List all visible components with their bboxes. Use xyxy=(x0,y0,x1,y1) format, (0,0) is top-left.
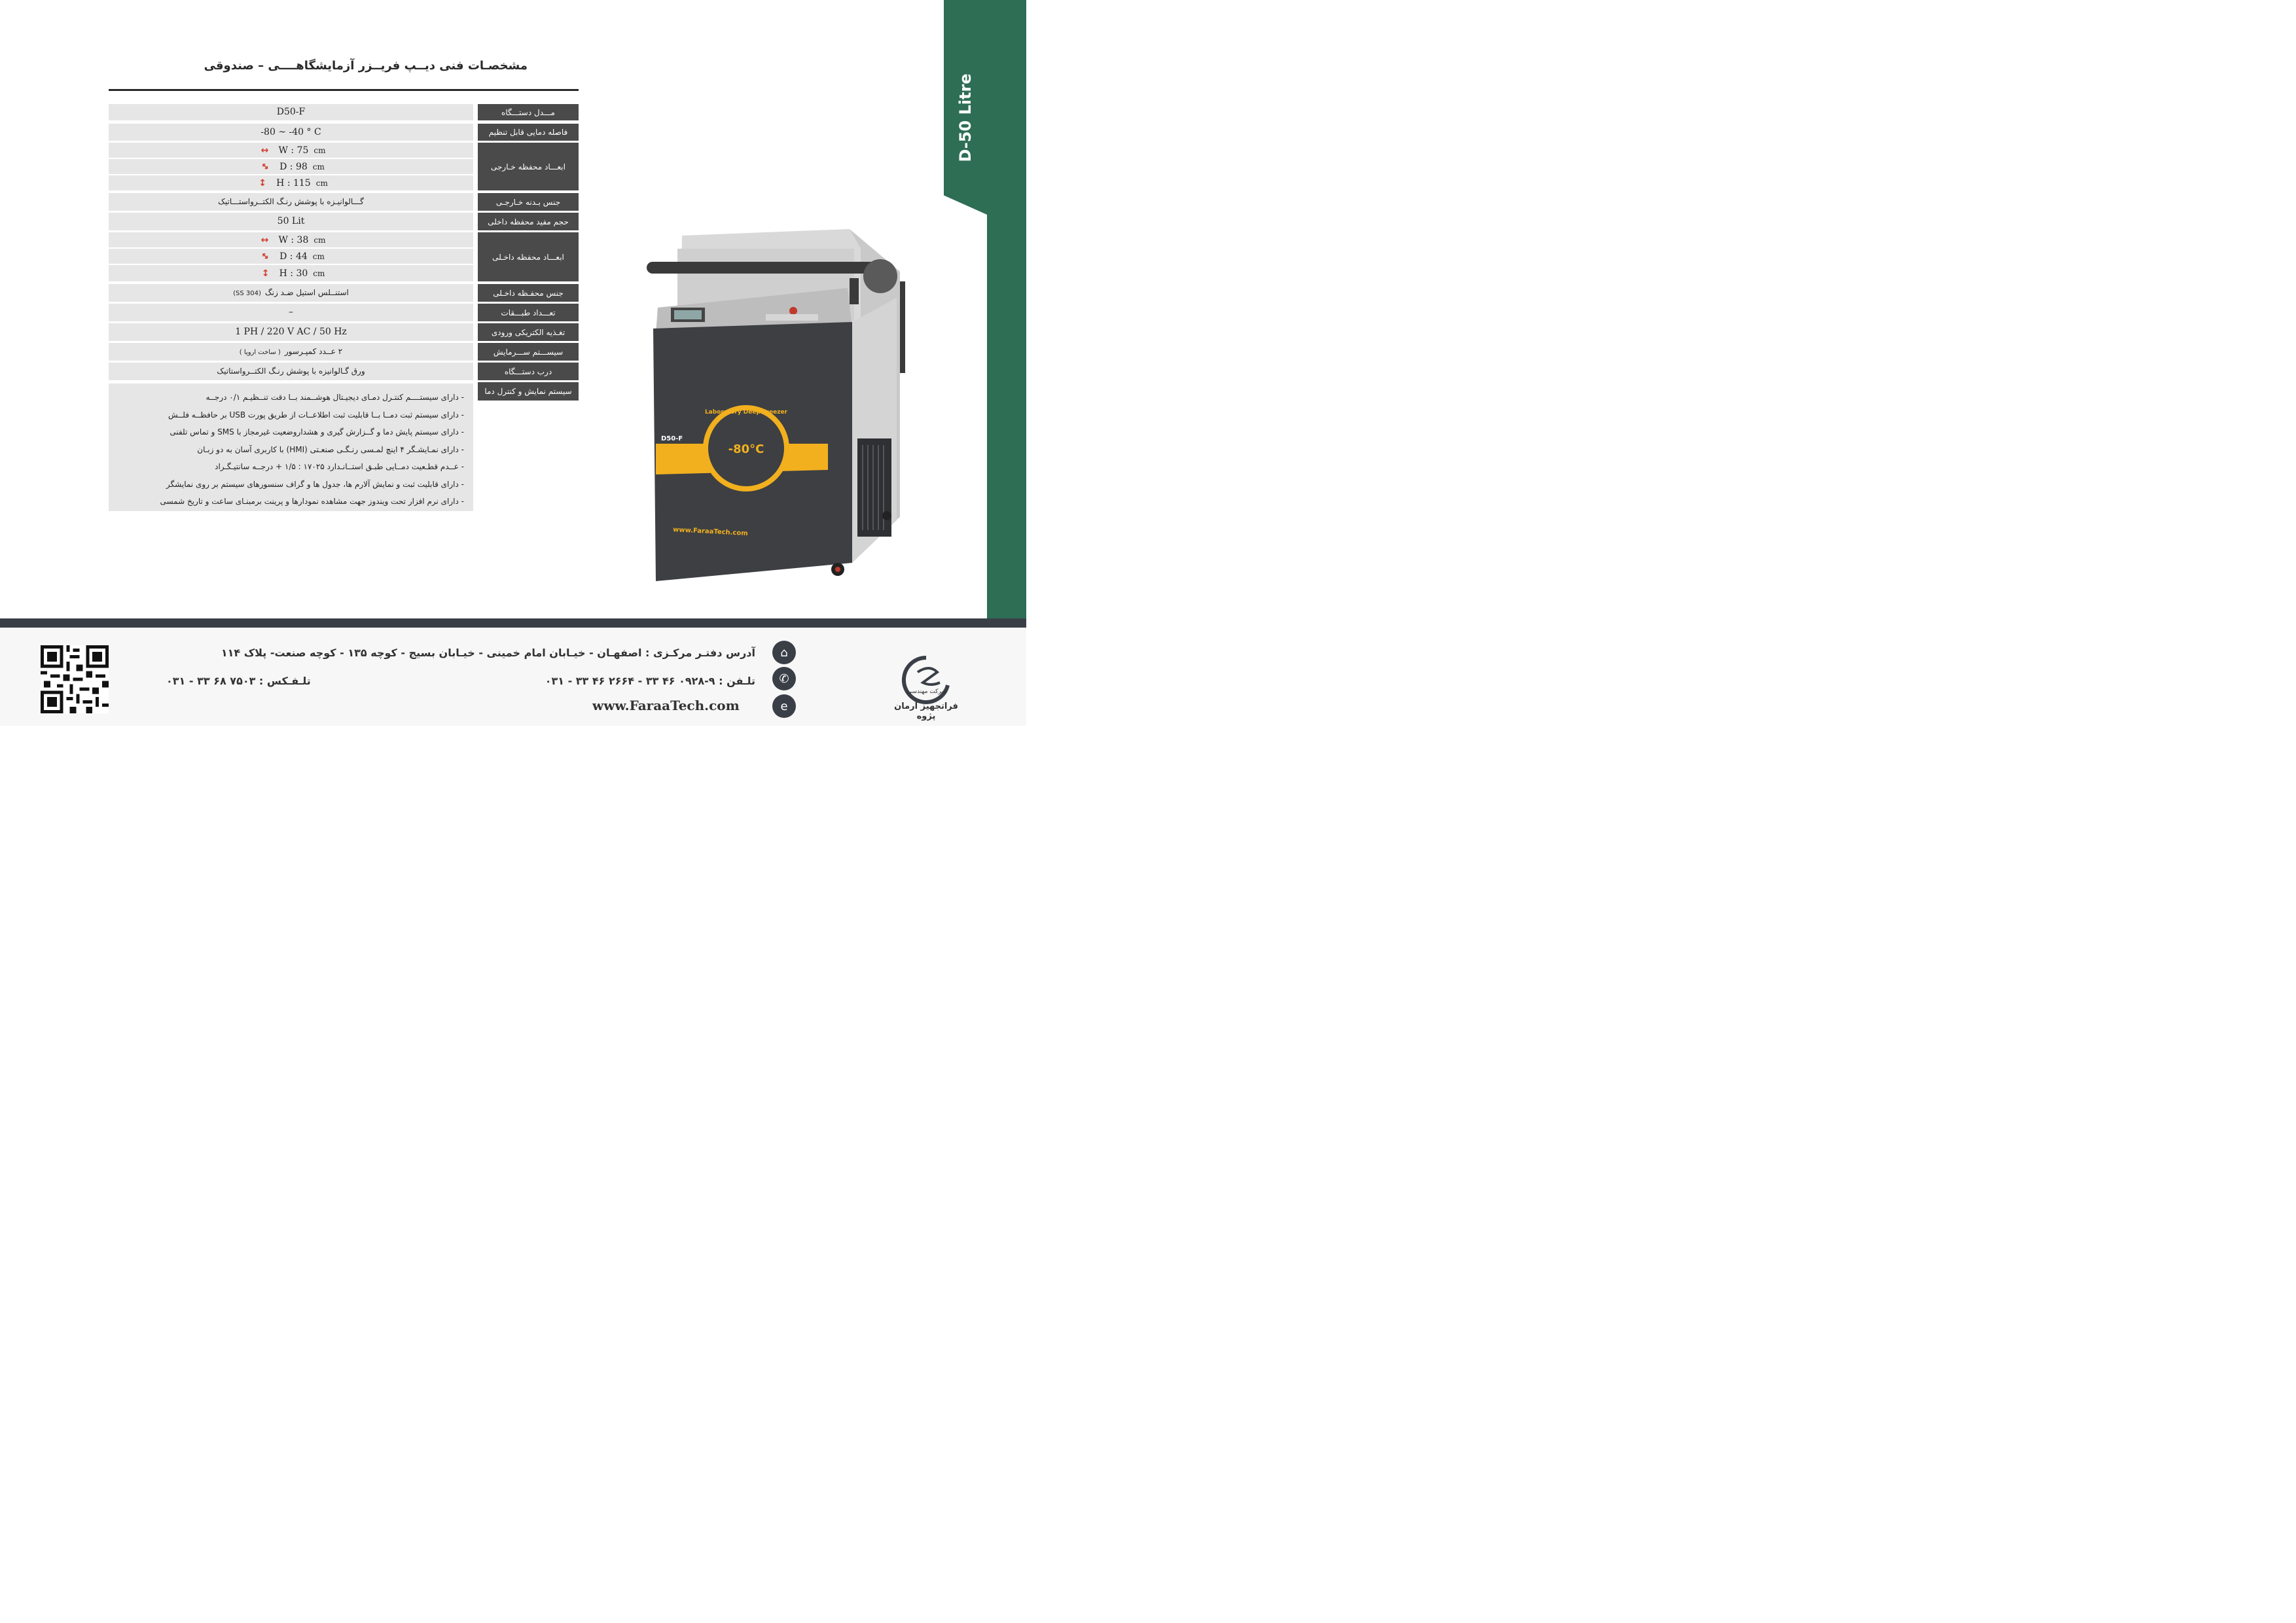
spec-key: تغـذیه الکتریکی ورودی xyxy=(478,323,579,341)
spec-value xyxy=(109,304,473,321)
spec-value-text: D50-F xyxy=(276,107,306,117)
logo-name: فراتجهیز آرمان پژوه xyxy=(894,702,958,721)
spec-key: مـــدل دستـــگاه xyxy=(478,104,579,120)
spec-value-tag: (SS 304) xyxy=(233,290,261,297)
feature-item: - عــدم قطـعیت دمــایی طبـق استــانـدارد ۱۷۰۲۵ : ۱/۵ + درجــه سانتیـگـراد xyxy=(215,462,464,471)
logo-subtitle: شرکت مهندسی xyxy=(907,688,946,695)
title-rule xyxy=(109,89,579,91)
feature-item: - دارای سیستــــم کنتـرل دمـای دیجیـتال هوشــمند بــا دقت تنــظیـم ۰/۱ درجــه xyxy=(206,393,464,402)
spec-key: سیســـتم ســـرمایش xyxy=(478,343,579,361)
spec-value-text: ۲ عــدد کمپـرسور xyxy=(284,347,343,356)
dimension-text: D : 98 xyxy=(279,161,308,172)
footer-bar xyxy=(0,618,1026,628)
home-icon: ⌂ xyxy=(772,641,796,664)
body-model-label: D50-F xyxy=(661,435,683,442)
spec-value xyxy=(109,363,473,380)
spec-key: تعـــداد طبـــقات xyxy=(478,304,579,321)
dimension-unit: cm xyxy=(315,178,328,188)
dimension-value xyxy=(109,175,473,190)
spec-value-tag: ( ساخت اروپا ) xyxy=(239,349,281,356)
diagonal-arrow-icon: ↕ xyxy=(259,160,272,173)
spec-value xyxy=(109,124,473,141)
spec-key: حجم مفید محفظه داخلی xyxy=(478,213,579,230)
phone-numbers: تلـفن : ۹-۰۹۲۸ ۴۶ ۳۳ - ۲۶۶۴ ۴۶ ۳۳ - ۰۳۱ xyxy=(545,675,755,687)
side-tab-label: D-50 Litre xyxy=(956,73,975,162)
spec-value xyxy=(109,323,473,341)
feature-item: - دارای سیستم پایش دما و گــزارش گیری و هشداروضعیت غیرمجاز با SMS و تماس تلفنی xyxy=(170,427,464,437)
horizontal-arrow-icon: ↔ xyxy=(260,234,269,245)
dimension-text: D : 44 xyxy=(279,251,308,262)
feature-item: - دارای نمـایشـگر ۴ اینچ لمـسی رنـگـی صنعـتی (HMI) با کاربری آسان به دو زبـان xyxy=(197,444,464,454)
spec-value-text: – xyxy=(289,307,293,317)
freezer-illustration xyxy=(641,223,916,589)
spec-value-text: -80 ~ -40 ° C xyxy=(260,127,321,137)
footer xyxy=(0,628,1026,726)
power-button xyxy=(789,307,797,315)
dimension-value xyxy=(109,159,473,174)
phone-icon: ✆ xyxy=(772,667,796,690)
dimension-value xyxy=(109,143,473,158)
spec-value xyxy=(109,193,473,211)
office-address: آدرس دفتـر مرکـزی : اصفهـان - خیـابان امام خمینی - خیـابان بسیج - کوچه ۱۳۵ - کوچه صنعت- پلاک ۱۱۴ xyxy=(221,647,755,659)
dimension-unit: cm xyxy=(312,162,325,171)
horizontal-arrow-icon: ↔ xyxy=(260,145,269,156)
spec-key: جنس محفـظه داخـلی xyxy=(478,284,579,302)
spec-value xyxy=(109,284,473,302)
spec-value-text: ورق گـالوانیزه با پوشش رنـگ الکتــرواستاتیک xyxy=(217,366,365,376)
lid-handle xyxy=(647,262,882,274)
spec-key: سیستم نمایش و کنترل دما xyxy=(478,382,579,401)
dimension-unit: cm xyxy=(314,235,326,245)
spec-value xyxy=(109,343,473,361)
spec-value-text: 1 PH / 220 V AC / 50 Hz xyxy=(235,327,347,337)
feature-item: - دارای قابلیت ثبت و نمایش آلارم ها، جدول ها و گراف سنسورهای سیستم بر روی نمایشگر xyxy=(166,479,464,489)
dimension-text: W : 75 xyxy=(278,145,309,156)
body-website: www.FaraaTech.com xyxy=(672,526,748,537)
dimension-unit: cm xyxy=(313,268,325,278)
badge-temperature: -80°C xyxy=(728,442,764,456)
dimension-text: H : 30 xyxy=(279,268,308,279)
website-link[interactable]: www.FaraaTech.com xyxy=(592,698,740,713)
spec-key: ابعـــاد محفظه داخـلی xyxy=(478,232,579,281)
dimension-unit: cm xyxy=(312,251,325,261)
spec-key: ابعـــاد محفظه خـارجی xyxy=(478,143,579,190)
dimension-text: H : 115 xyxy=(276,177,311,188)
spec-key: درب دستـــگاه xyxy=(478,363,579,380)
dimension-value xyxy=(109,249,473,264)
spec-key: فاصله دمایی قابل تنظیم xyxy=(478,124,579,141)
fax-number: تلـفـکس : ۷۵۰۳ ۶۸ ۳۳ - ۰۳۱ xyxy=(166,675,311,687)
spec-value-text: 50 Lit xyxy=(277,216,305,226)
internet-explorer-icon[interactable]: e xyxy=(772,694,796,718)
spec-value-text: استنــلس استیل ضـد زنگ xyxy=(264,288,349,297)
spec-key: جنس بـدنه خـارجـی xyxy=(478,193,579,211)
features-list xyxy=(109,383,473,510)
dimension-value xyxy=(109,265,473,281)
dimension-value xyxy=(109,232,473,247)
feature-item: - دارای سیستم ثبت دمــا بــا قابلیت ثبت اطلاعــات از طریق پورت USB بر حافظــه فلــش xyxy=(168,410,464,419)
spec-value xyxy=(109,104,473,120)
page-title: مشخصـات فنی دیــپ فریــزر آزمایشگاهــــی – صندوقی xyxy=(204,59,528,73)
qr-code xyxy=(41,645,109,713)
dimension-text: W : 38 xyxy=(278,234,309,245)
diagonal-arrow-icon: ↕ xyxy=(259,249,272,263)
spec-value-text: گـــالوانیـزه با پوشش رنـگ الکتــرواستـــاتیک xyxy=(218,197,364,206)
lid-hinge xyxy=(863,259,897,293)
dimension-unit: cm xyxy=(314,145,326,155)
side-band xyxy=(987,0,1026,618)
features-box xyxy=(109,383,473,511)
vertical-arrow-icon: ↕ xyxy=(259,177,267,188)
badge-ring-text: Laboratory Deep Freezer xyxy=(704,409,788,416)
spec-value xyxy=(109,213,473,230)
feature-item: - دارای نرم افزار تحت ویندوز جهت مشاهده نمودارها و پرینت برمبنـای ساعت و تاریخ شمسی xyxy=(160,497,464,506)
vertical-arrow-icon: ↕ xyxy=(261,268,270,279)
